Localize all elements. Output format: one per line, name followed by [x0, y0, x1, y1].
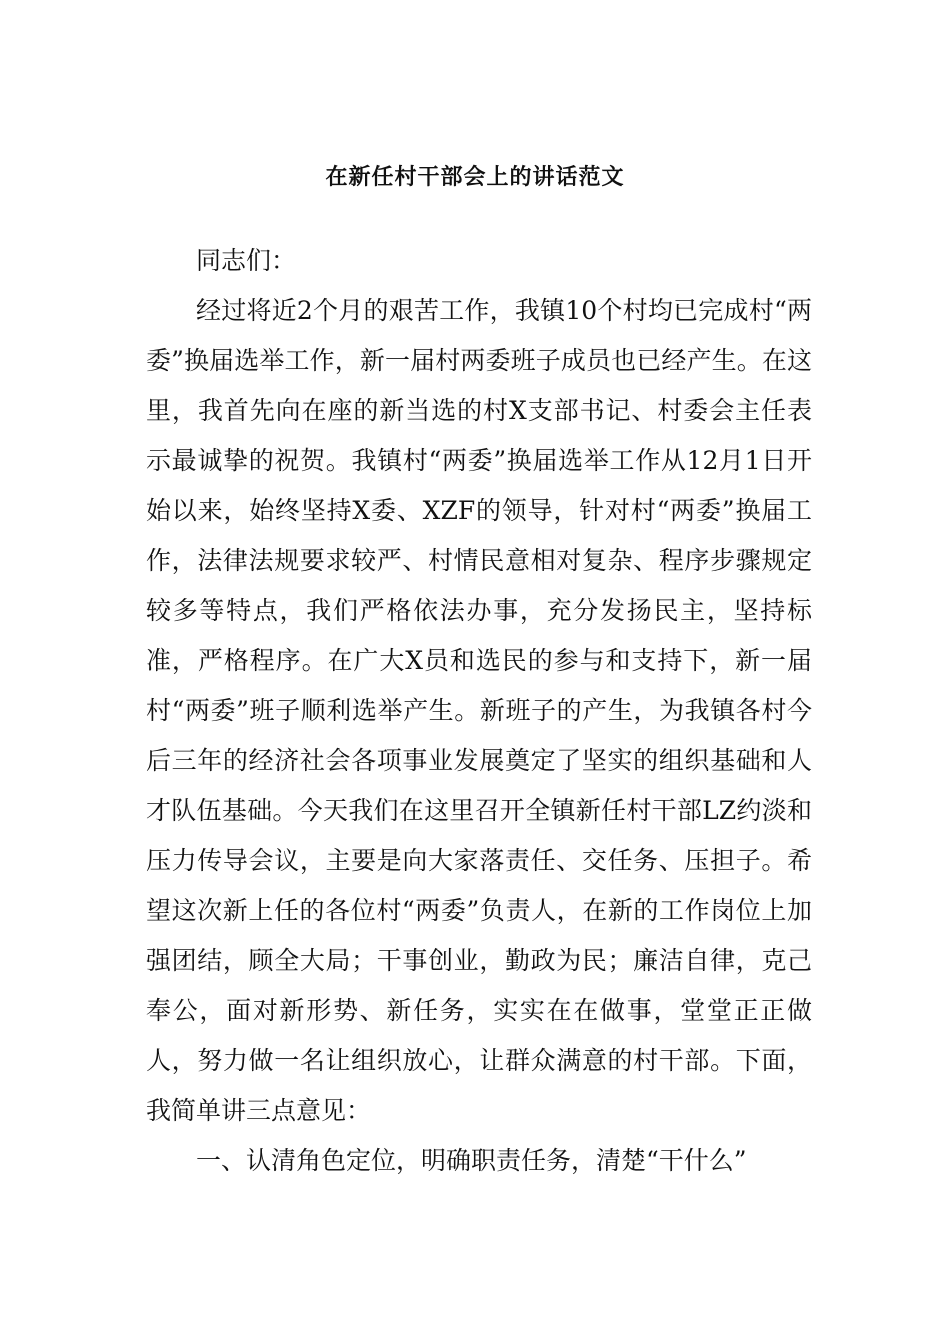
section-heading: 一、认清角色定位，明确职责任务，清楚“干什么”: [196, 1146, 747, 1175]
document-title: 在新任村干部会上的讲话范文: [325, 165, 625, 190]
salutation: 同志们：: [196, 246, 297, 275]
document-body: [146, 236, 812, 1186]
body-paragraph: 经过将近2个月的艰苦工作，我镇10个村均已完成村“两委”换届选举工作，新一届村两委班子成员也已经产生。在这里，我首先向在座的新当选的村X支部书记、村委会主任表示最诚挚的祝贺。我镇村“两委”换届选举工作从12月1日开始以来，始终坚持X委、XZF的领导，针对村“两委”换届工作，法律法规要求较严、村情民意相对复杂、程序步骤规定较多等特点，我们严格依法办事，充分发扬民主，坚持标准，严格程序。在广大X员和选民的参与和支持下，新一届村“两委”班子顺利选举产生。新班子的产生，为我镇各村今后三年的经济社会各项事业发展奠定了坚实的组织基础和人才队伍基础。今天我们在这里召开全镇新任村干部LZ约淡和压力传导会议，主要是向大家落责任、交任务、压担子。希望这次新上任的各位村“两委”负责人，在新的工作岗位上加强团结，顾全大局；干事创业，勤政为民；廉洁自律，克己奉公，面对新形势、新任务，实实在在做事，堂堂正正做人，努力做一名让组织放心，让群众满意的村干部。下面，我简单讲三点意见：: [146, 296, 812, 1125]
